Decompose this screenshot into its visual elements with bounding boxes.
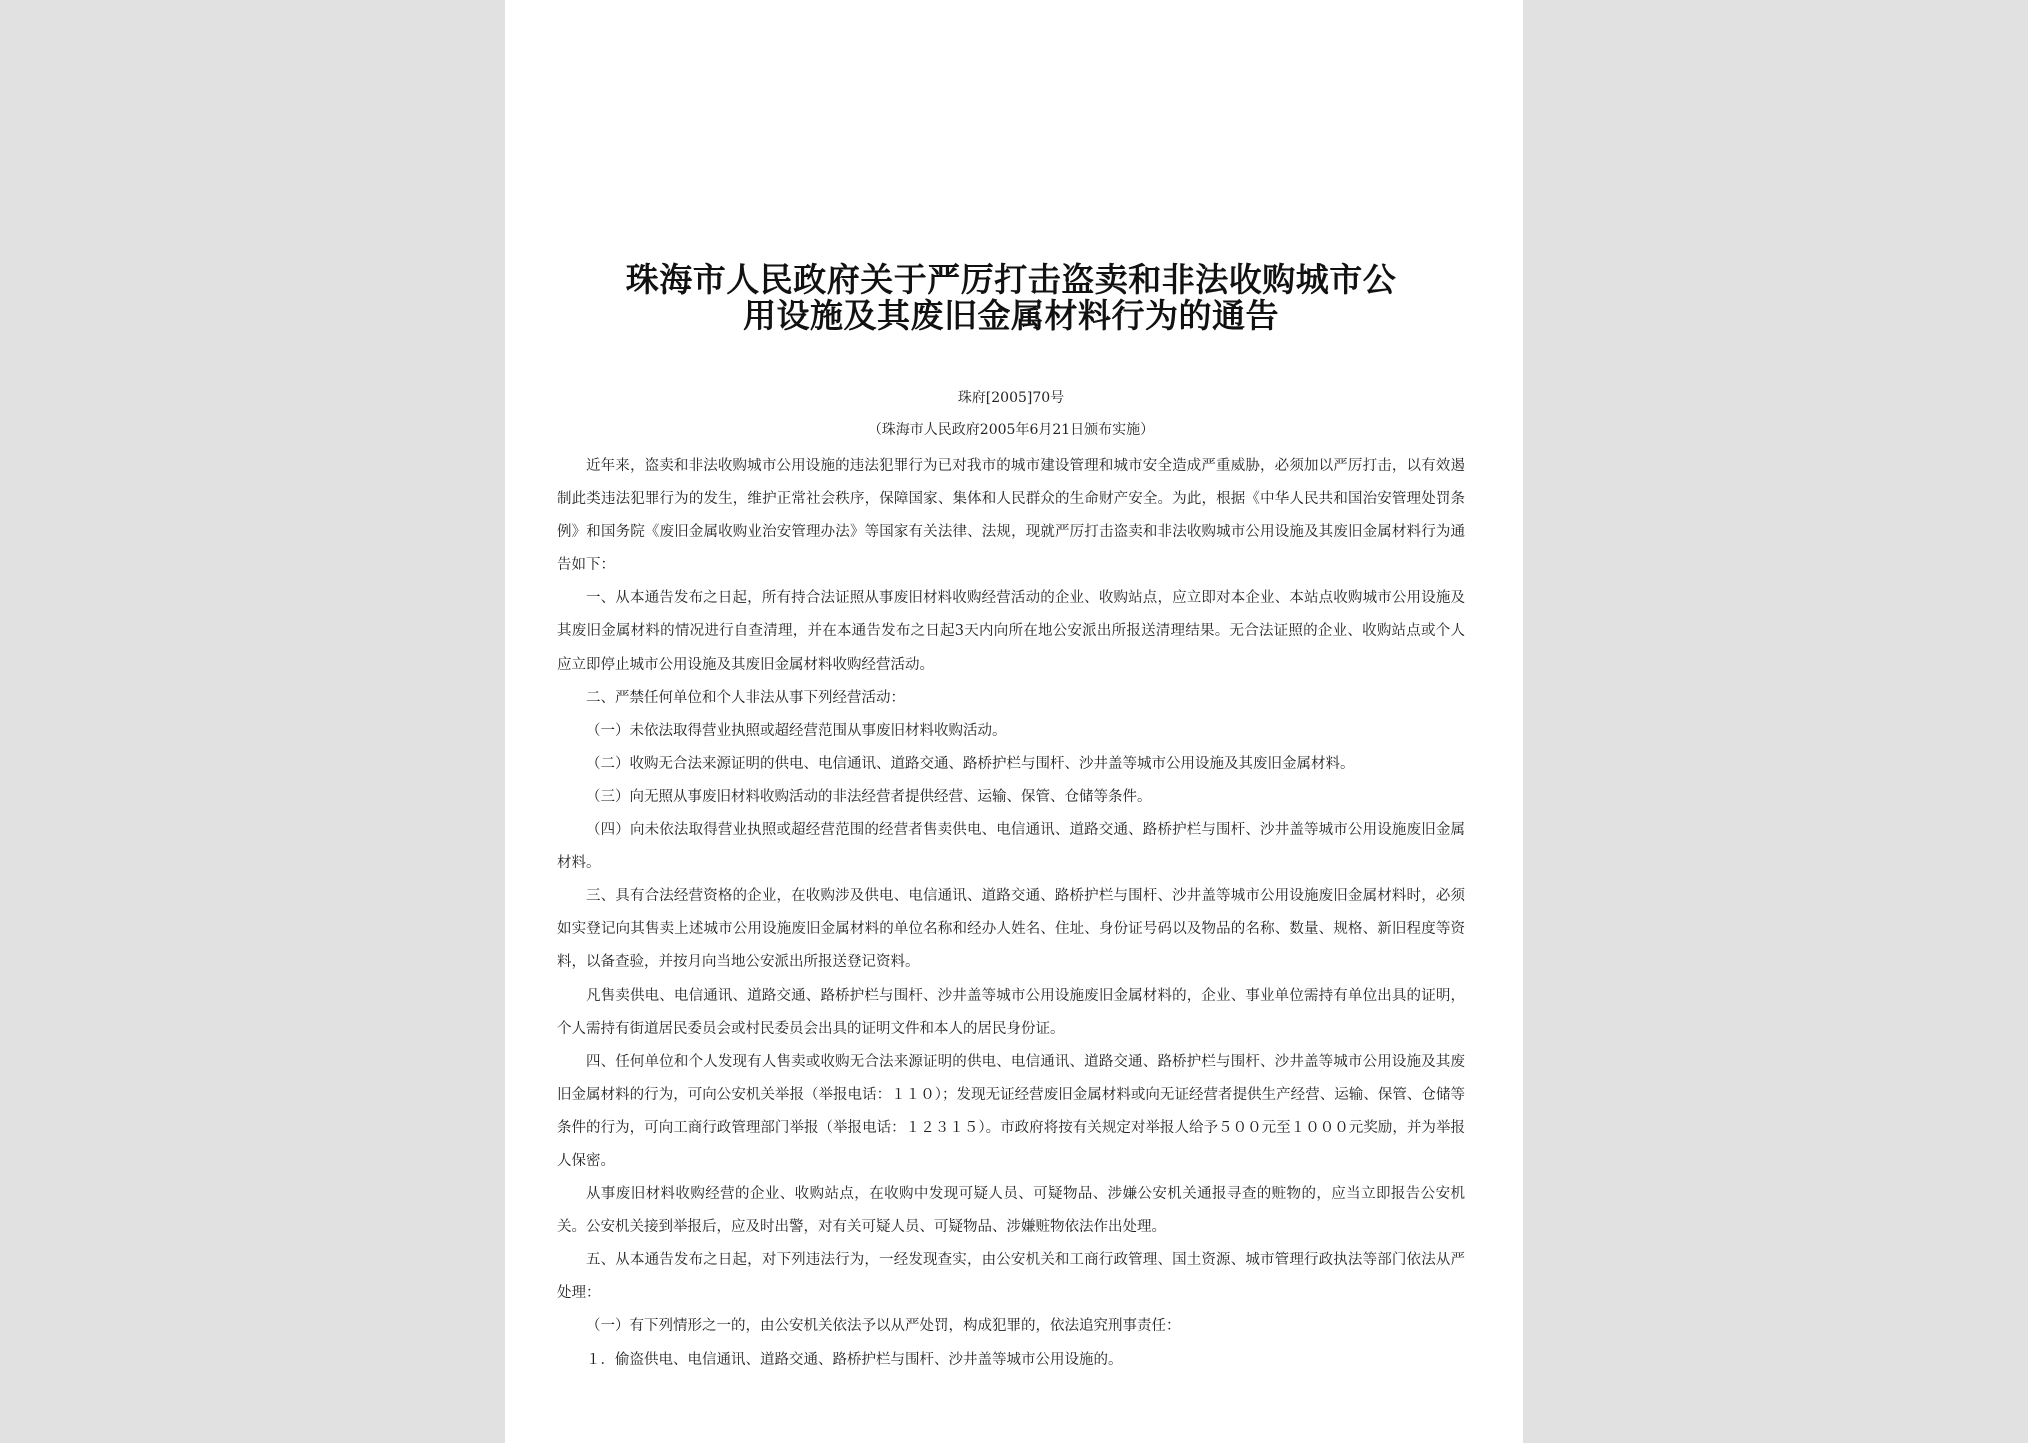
issue-note: （珠海市人民政府2005年6月21日颁布实施） (867, 422, 1155, 438)
paragraph: 凡售卖供电、电信通讯、道路交通、路桥护栏与围杆、沙井盖等城市公用设施废旧金属材料的，企业、事业单位需持有单位出具的证明，个人需持有街道居民委员会或村民委员会出具的证明文件和本人的居民身份证。 (557, 987, 1465, 1037)
paragraph: （三）向无照从事废旧材料收购活动的非法经营者提供经营、运输、保管、仓储等条件。 (586, 788, 1152, 805)
paragraph: 五、从本通告发布之日起，对下列违法行为，一经发现查实，由公安机关和工商行政管理、国土资源、城市管理行政执法等部门依法从严处理： (557, 1252, 1465, 1302)
paragraph: 一、从本通告发布之日起，所有持合法证照从事废旧材料收购经营活动的企业、收购站点，应立即对本企业、本站点收购城市公用设施及其废旧金属材料的情况进行自查清理，并在本通告发布之日起3天内向所在地公安派出所报送清理结果。无合法证照的企业、收购站点或个人应立即停止城市公用设施及其废旧金属材料收购经营活动。 (557, 590, 1465, 673)
paragraph: 四、任何单位和个人发现有人售卖或收购无合法来源证明的供电、电信通讯、道路交通、路桥护栏与围杆、沙井盖等城市公用设施及其废旧金属材料的行为，可向公安机关举报（举报电话：１１０）；发现无证经营废旧金属材料或向无证经营者提供生产经营、运输、保管、仓储等条件的行为，可向工商行政管理部门举报（举报电话：１２３１５）。市政府将按有关规定对举报人给予５００元至１０００元奖励，并为举报人保密。 (557, 1053, 1465, 1169)
paragraph: （一）未依法取得营业执照或超经营范围从事废旧材料收购活动。 (586, 722, 1007, 739)
paragraph: （一）有下列情形之一的，由公安机关依法予以从严处罚，构成犯罪的，依法追究刑事责任： (586, 1318, 1181, 1335)
title-line-2: 用设施及其废旧金属材料行为的通告 (743, 296, 1279, 335)
document-body (557, 450, 1465, 1377)
document-page (505, 0, 1523, 1443)
paragraph: 近年来，盗卖和非法收购城市公用设施的违法犯罪行为已对我市的城市建设管理和城市安全造成严重威胁，必须加以严厉打击，以有效遏制此类违法犯罪行为的发生，维护正常社会秩序，保障国家、集体和人民群众的生命财产安全。为此，根据《中华人民共和国治安管理处罚条例》和国务院《废旧金属收购业治安管理办法》等国家有关法律、法规，现就严厉打击盗卖和非法收购城市公用设施及其废旧金属材料行为通告如下： (557, 458, 1465, 574)
paragraph: 三、具有合法经营资格的企业，在收购涉及供电、电信通讯、道路交通、路桥护栏与围杆、沙井盖等城市公用设施废旧金属材料时，必须如实登记向其售卖上述城市公用设施废旧金属材料的单位名称和经办人姓名、住址、身份证号码以及物品的名称、数量、规格、新旧程度等资料，以备查验，并按月向当地公安派出所报送登记资料。 (557, 888, 1465, 971)
paragraph: １．偷盗供电、电信通讯、道路交通、路桥护栏与围杆、沙井盖等城市公用设施的。 (586, 1351, 1123, 1368)
paragraph: （二）收购无合法来源证明的供电、电信通讯、道路交通、路桥护栏与围杆、沙井盖等城市公用设施及其废旧金属材料。 (586, 755, 1355, 772)
paragraph: 从事废旧材料收购经营的企业、收购站点，在收购中发现可疑人员、可疑物品、涉嫌公安机关通报寻查的赃物的，应当立即报告公安机关。公安机关接到举报后，应及时出警，对有关可疑人员、可疑物品、涉嫌赃物依法作出处理。 (557, 1186, 1465, 1236)
title-line-1: 珠海市人民政府关于严厉打击盗卖和非法收购城市公 (625, 260, 1397, 299)
document-title (557, 0, 1465, 334)
paragraph: （四）向未依法取得营业执照或超经营范围的经营者售卖供电、电信通讯、道路交通、路桥护栏与围杆、沙井盖等城市公用设施废旧金属材料。 (557, 822, 1465, 872)
paragraph: 二、严禁任何单位和个人非法从事下列经营活动： (586, 689, 905, 706)
document-number: 珠府[2005]70号 (957, 390, 1065, 406)
